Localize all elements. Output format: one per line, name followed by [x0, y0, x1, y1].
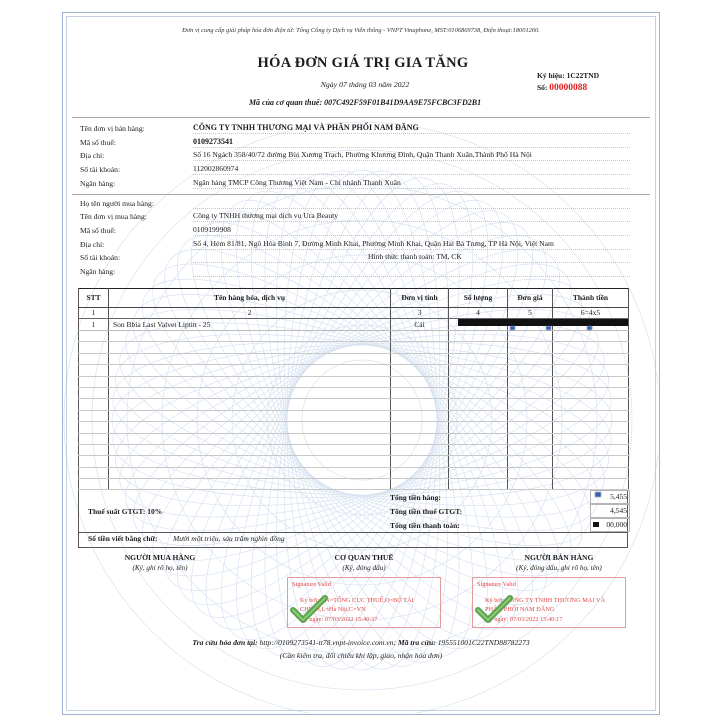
- date-day: 07: [339, 80, 347, 89]
- item-stt: 1: [79, 319, 109, 331]
- col-number: 4: [449, 308, 508, 319]
- tax-authority-code-value: 007C492F59F01B41D9AA9E75FCBC3FD2B1: [324, 98, 482, 107]
- subtotal-value: 5,455: [590, 490, 630, 504]
- table-cell-empty: [109, 365, 391, 376]
- table-cell-empty: [449, 342, 508, 353]
- buyer-payment: [193, 251, 630, 263]
- table-row-empty: [79, 410, 629, 421]
- vat-amount-value: 4,545: [590, 504, 630, 518]
- signature-signed-by: Ký bởi: CN=TỔNG CỤC THUẾ,O=BỘ TÀI CHÍNH,L=Hà Nội,C=VN: [300, 597, 414, 613]
- table-row-empty: [79, 479, 629, 490]
- table-cell-empty: [553, 387, 629, 398]
- tax-authority-signature-stamp: [287, 577, 441, 628]
- table-cell-empty: [553, 365, 629, 376]
- seller-signature-title: NGƯỜI BÁN HÀNG: [524, 553, 594, 562]
- table-cell-empty: [79, 353, 109, 364]
- table-cell-empty: [508, 387, 553, 398]
- col-header-unit-price: Đơn giá: [508, 289, 553, 308]
- table-column-number-row: [79, 308, 629, 319]
- table-cell-empty: [449, 456, 508, 467]
- table-cell-empty: [391, 410, 449, 421]
- table-row-empty: [79, 467, 629, 478]
- buyer-account-label: Số tài khoản:: [80, 253, 121, 262]
- buyer-company-value: Công ty TNHH thương mại dịch vụ Ura Beauty: [193, 210, 630, 222]
- table-cell-empty: [553, 433, 629, 444]
- buyer-bank-value: [193, 265, 630, 277]
- seller-name-label: Tên đơn vị bán hàng:: [80, 124, 145, 133]
- table-cell-empty: [79, 479, 109, 490]
- table-cell-empty: [508, 342, 553, 353]
- table-cell-empty: [553, 399, 629, 410]
- totals-box: [78, 490, 628, 548]
- date-year: 2022: [393, 80, 410, 89]
- table-cell-empty: [79, 399, 109, 410]
- table-cell-empty: [109, 342, 391, 353]
- table-cell-empty: [553, 353, 629, 364]
- item-unit: Cái: [391, 319, 449, 331]
- buyer-account-row: [78, 251, 630, 263]
- lookup-line: [62, 638, 660, 647]
- table-cell-empty: [449, 410, 508, 421]
- tax-authority-code: [66, 98, 664, 107]
- grand-total-label: Tổng tiền thanh toán:: [390, 521, 460, 530]
- redaction-bar: [458, 319, 628, 326]
- table-cell-empty: [449, 353, 508, 364]
- table-cell-empty: [391, 399, 449, 410]
- table-cell-empty: [109, 353, 391, 364]
- table-cell-empty: [109, 422, 391, 433]
- seller-bank-row: [78, 177, 630, 189]
- table-cell-empty: [391, 365, 449, 376]
- table-row-empty: [79, 376, 629, 387]
- invoice-number-value: 00000088: [549, 83, 588, 93]
- buyer-tax-id-value: 0109199908: [193, 224, 630, 236]
- table-cell-empty: [508, 365, 553, 376]
- table-cell-empty: [109, 456, 391, 467]
- table-cell-empty: [109, 376, 391, 387]
- payment-method-value: TM, CK: [436, 252, 462, 261]
- redaction-mark: [587, 326, 592, 330]
- buyer-bank-label: Ngân hàng:: [80, 267, 116, 276]
- table-cell-empty: [109, 433, 391, 444]
- signature-signed-by: Ký bởi: CÔNG TY TNHH THƯƠNG MẠI VÀ PHÂN PHỐI NAM ĐĂNG: [485, 597, 605, 613]
- check-icon: [290, 595, 328, 623]
- redaction-mark: [510, 326, 515, 330]
- invoice-number: [537, 83, 587, 93]
- table-cell-empty: [79, 467, 109, 478]
- table-row-empty: [79, 433, 629, 444]
- provider-note: Đơn vị cung cấp giải pháp hóa đơn điện tử: Tổng Công ty Dịch vụ Viễn thông - VNPT Vinaphone, MST:0106869738, Điện thoại:18001260.: [182, 27, 540, 34]
- table-cell-empty: [109, 410, 391, 421]
- table-row-empty: [79, 387, 629, 398]
- col-number: 6=4x5: [553, 308, 629, 319]
- buyer-company-row: [78, 210, 630, 222]
- seller-bank-label: Ngân hàng:: [80, 179, 116, 188]
- table-cell-empty: [109, 387, 391, 398]
- table-cell-empty: [109, 331, 391, 342]
- table-cell-empty: [553, 331, 629, 342]
- table-cell-empty: [79, 331, 109, 342]
- table-cell-empty: [391, 444, 449, 455]
- buyer-person-row: [78, 197, 630, 209]
- seller-address-row: [78, 149, 630, 161]
- table-cell-empty: [391, 467, 449, 478]
- table-cell-empty: [508, 422, 553, 433]
- table-cell-empty: [508, 399, 553, 410]
- seller-name-value: CÔNG TY TNHH THƯƠNG MẠI VÀ PHÂN PHỐI NAM ĐĂNG: [193, 122, 630, 134]
- redaction-mark: [546, 326, 551, 330]
- seller-tax-id-row: [78, 136, 630, 148]
- table-row-empty: [79, 331, 629, 342]
- table-cell-empty: [449, 433, 508, 444]
- table-row-empty: [79, 422, 629, 433]
- table-cell-empty: [109, 444, 391, 455]
- table-cell-empty: [449, 376, 508, 387]
- signature-status: Signature Valid: [292, 581, 331, 588]
- col-number: 1: [79, 308, 109, 319]
- col-header-stt: STT: [79, 289, 109, 308]
- table-row-empty: [79, 444, 629, 455]
- table-cell-empty: [79, 365, 109, 376]
- seller-account-value: 112002860974: [193, 163, 630, 175]
- table-cell-empty: [109, 399, 391, 410]
- table-cell-empty: [508, 331, 553, 342]
- col-header-amount: Thành tiền: [553, 289, 629, 308]
- table-cell-empty: [391, 387, 449, 398]
- table-header-row: [79, 289, 629, 308]
- table-cell-empty: [449, 387, 508, 398]
- redaction-mark: [595, 492, 601, 497]
- table-cell-empty: [553, 444, 629, 455]
- table-cell-empty: [553, 410, 629, 421]
- table-cell-empty: [79, 342, 109, 353]
- table-cell-empty: [391, 342, 449, 353]
- invoice-symbol: [537, 71, 599, 80]
- lookup-label: Tra cứu hóa đơn tại:: [192, 638, 258, 647]
- buyer-signature-title: NGƯỜI MUA HÀNG: [124, 553, 196, 562]
- buyer-bank-row: [78, 265, 630, 277]
- col-number: 5: [508, 308, 553, 319]
- header-divider: [72, 117, 650, 118]
- amount-in-words-label: Số tiền viết bằng chữ:: [88, 534, 158, 543]
- table-cell-empty: [79, 410, 109, 421]
- table-cell-empty: [508, 376, 553, 387]
- col-header-quantity: Số lượng: [449, 289, 508, 308]
- table-cell-empty: [449, 331, 508, 342]
- payment-method-label: Hình thức thanh toán:: [368, 252, 435, 261]
- subtotal-label: Tổng tiền hàng:: [390, 493, 441, 502]
- table-cell-empty: [553, 456, 629, 467]
- table-cell-empty: [508, 456, 553, 467]
- lookup-code: 195551001C22TND88782273: [437, 638, 530, 647]
- table-cell-empty: [508, 444, 553, 455]
- table-row-empty: [79, 353, 629, 364]
- table-cell-empty: [391, 433, 449, 444]
- invoice-title: HÓA ĐƠN GIÁ TRỊ GIA TĂNG: [257, 55, 469, 71]
- table-cell-empty: [449, 479, 508, 490]
- table-cell-empty: [553, 467, 629, 478]
- table-cell-empty: [508, 467, 553, 478]
- table-cell-empty: [79, 433, 109, 444]
- buyer-tax-id-row: [78, 224, 630, 236]
- tax-authority-code-label: Mã của cơ quan thuế:: [248, 98, 323, 107]
- lookup-url: http://0109273541-tt78.vnpt-invoice.com.vn;: [259, 638, 396, 647]
- buyer-tax-id-label: Mã số thuế:: [80, 226, 116, 235]
- tax-authority-signature-title: CƠ QUAN THUẾ: [334, 553, 394, 562]
- table-cell-empty: [391, 479, 449, 490]
- seller-signature-note: (Ký, đóng dấu, ghi rõ họ, tên): [516, 564, 602, 572]
- table-cell-empty: [391, 422, 449, 433]
- vat-rate-label: Thuế suất GTGT:: [88, 507, 146, 516]
- date-day-label: Ngày: [320, 80, 338, 89]
- table-cell-empty: [449, 399, 508, 410]
- date-year-label: năm: [378, 80, 392, 89]
- table-cell-empty: [109, 467, 391, 478]
- seller-bank-value: Ngân hàng TMCP Công Thương Việt Nam - Chi nhánh Thanh Xuân: [193, 177, 630, 189]
- table-cell-empty: [109, 479, 391, 490]
- seller-signature-stamp: [472, 577, 626, 628]
- table-cell-empty: [508, 410, 553, 421]
- buyer-address-value: Số 4, Hẻm 81/81, Ngõ Hòa Bình 7, Đường Minh Khai, Phường Minh Khai, Quận Hai Bà Trưng, TP Hà Nội, Việt Nam: [193, 238, 630, 250]
- check-icon: [475, 595, 513, 623]
- grand-total-value: 00,000: [590, 518, 630, 532]
- table-cell-empty: [449, 422, 508, 433]
- buyer-company-label: Tên đơn vị mua hàng:: [80, 212, 147, 221]
- vat-rate-value: 10%: [147, 507, 163, 516]
- seller-account-row: [78, 163, 630, 175]
- col-number: 3: [391, 308, 449, 319]
- table-cell-empty: [508, 433, 553, 444]
- signature-status: Signature Valid: [477, 581, 516, 588]
- vat-rate: [88, 507, 162, 516]
- seller-address-label: Địa chỉ:: [80, 151, 105, 160]
- table-cell-empty: [79, 422, 109, 433]
- signature-signed-on: Ký ngày: 07/03/2022 15:40:17: [485, 616, 563, 623]
- table-cell-empty: [391, 331, 449, 342]
- buyer-address-row: [78, 238, 630, 250]
- col-header-unit: Đơn vị tính: [391, 289, 449, 308]
- seller-address-value: Số 16 Ngách 358/40/72 đường Bùi Xương Trạch, Phường Khương Đình, Quận Thanh Xuân,Thành Phố Hà Nội: [193, 149, 630, 161]
- amount-in-words-value: Mười một triệu, sáu trăm nghìn đồng: [173, 534, 285, 543]
- buyer-address-label: Địa chỉ:: [80, 240, 105, 249]
- table-cell-empty: [553, 376, 629, 387]
- table-cell-empty: [79, 376, 109, 387]
- table-cell-empty: [553, 422, 629, 433]
- date-month: 03: [368, 80, 377, 89]
- buyer-signature-note: (Ký, ghi rõ họ, tên): [132, 564, 188, 572]
- table-cell-empty: [449, 467, 508, 478]
- table-cell-empty: [79, 456, 109, 467]
- table-row-empty: [79, 342, 629, 353]
- tax-authority-signature-note: (Ký, đóng dấu): [342, 564, 386, 572]
- table-row-empty: [79, 365, 629, 376]
- seller-name-row: [78, 122, 630, 134]
- seller-tax-id-value: 0109273541: [193, 136, 630, 148]
- seller-tax-id-label: Mã số thuế:: [80, 138, 116, 147]
- lookup-code-label: Mã tra cứu:: [397, 638, 436, 647]
- table-row-empty: [79, 456, 629, 467]
- buyer-person-value: [193, 197, 630, 209]
- table-cell-empty: [391, 376, 449, 387]
- item-name: Son Bbia Last Valvet Liptin - 25: [109, 319, 391, 331]
- invoice-number-label: Số:: [537, 83, 548, 92]
- table-cell-empty: [79, 444, 109, 455]
- invoice-symbol-label: Ký hiệu:: [537, 71, 565, 80]
- table-cell-empty: [449, 365, 508, 376]
- signature-signed-on: Ký ngày: 07/03/2022 15:40:37: [300, 616, 378, 623]
- col-header-item-name: Tên hàng hóa, dịch vụ: [109, 289, 391, 308]
- table-row-empty: [79, 399, 629, 410]
- table-cell-empty: [553, 479, 629, 490]
- totals-divider: [78, 532, 628, 533]
- table-cell-empty: [391, 353, 449, 364]
- col-number: 2: [109, 308, 391, 319]
- invoice-symbol-value: 1C22TND: [566, 71, 600, 80]
- vat-amount-label: Tổng tiền thuế GTGT:: [390, 507, 463, 516]
- table-cell-empty: [508, 479, 553, 490]
- buyer-person-label: Họ tên người mua hàng:: [80, 199, 154, 208]
- table-cell-empty: [508, 353, 553, 364]
- table-cell-empty: [391, 456, 449, 467]
- footer-note: (Cần kiểm tra, đối chiếu khi lập, giao, nhận hóa đơn): [279, 651, 443, 660]
- date-month-label: tháng: [348, 80, 367, 89]
- table-cell-empty: [553, 342, 629, 353]
- seller-account-label: Số tài khoản:: [80, 165, 121, 174]
- table-cell-empty: [449, 444, 508, 455]
- seller-buyer-divider: [72, 194, 650, 195]
- redaction-mark: [593, 522, 599, 527]
- table-cell-empty: [79, 387, 109, 398]
